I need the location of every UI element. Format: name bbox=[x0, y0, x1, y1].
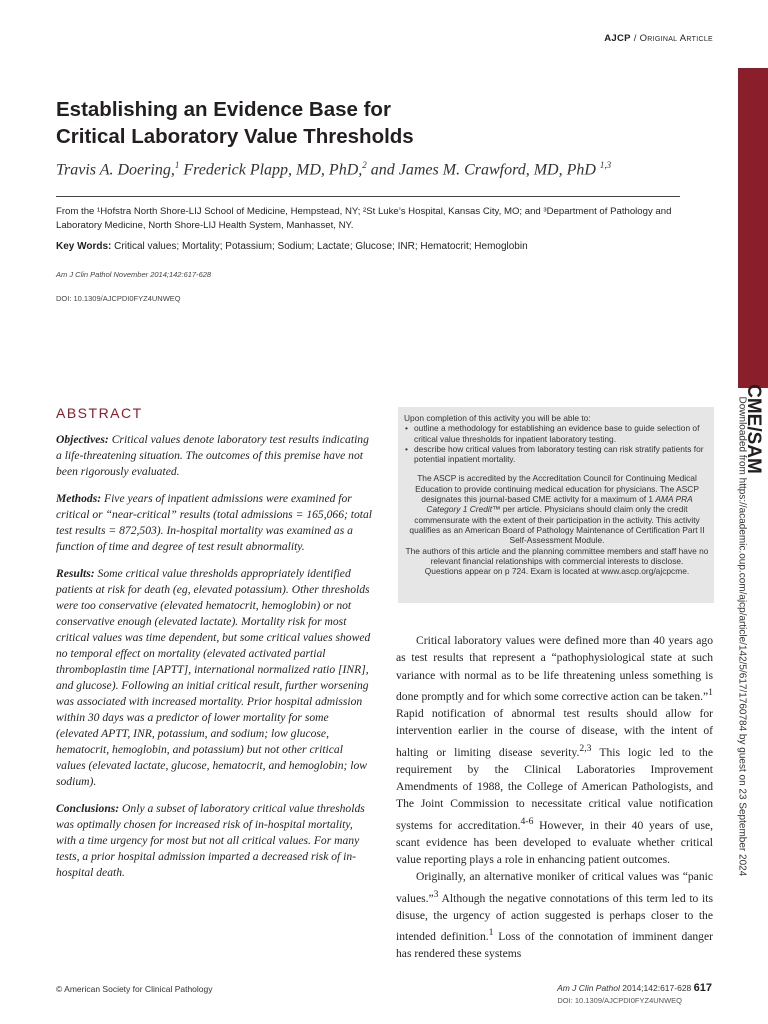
abstract-body bbox=[56, 432, 372, 892]
cme-disclosure: The authors of this article and the planning committee members and staff have no relevant financial relationships with commercial interests to disclose. bbox=[405, 545, 709, 566]
section-label: Original Article bbox=[639, 33, 713, 44]
cme-sam-label: CME/SAM bbox=[743, 384, 764, 474]
author-1-affil: 1 bbox=[174, 160, 180, 170]
cme-objective-item: • outline a methodology for establishing an evidence base to guide selection of critical value thresholds for inpatient laboratory testing. bbox=[414, 423, 710, 444]
keywords bbox=[56, 241, 686, 252]
keywords-label: Key Words: bbox=[56, 241, 112, 252]
journal-abbrev: AJCP bbox=[604, 33, 631, 44]
author-1: Travis A. Doering, bbox=[56, 161, 175, 179]
cme-intro: Upon completion of this activity you will be able to: bbox=[404, 413, 591, 423]
page-footer bbox=[557, 982, 712, 994]
keywords-text: Critical values; Mortality; Potassium; Sodium; Lactate; Glucose; INR; Hematocrit; Hemoglobin bbox=[111, 241, 528, 252]
doi: DOI: 10.1309/AJCPDI0FYZ4UNWEQ bbox=[56, 294, 181, 303]
page-number: 617 bbox=[693, 982, 712, 994]
author-3-affil: 1,3 bbox=[599, 160, 612, 170]
affiliations: From the ¹Hofstra North Shore-LIJ School of Medicine, Hempstead, NY; ²St Luke’s Hospital, Kansas City, MO; and ³Department of Pathology and Laboratory Medicine, North Shore-LIJ Health System, Manhasset, NY. bbox=[56, 206, 672, 231]
title-line-2: Critical Laboratory Value Thresholds bbox=[56, 125, 414, 148]
abstract-heading: ABSTRACT bbox=[56, 405, 143, 421]
cme-objectives-box bbox=[398, 407, 714, 603]
running-header bbox=[604, 33, 713, 44]
footer-journal: Am J Clin Pathol bbox=[557, 983, 620, 993]
citation: Am J Clin Pathol November 2014;142:617-628 bbox=[56, 270, 212, 279]
author-2: Frederick Plapp, MD, PhD, bbox=[179, 161, 363, 179]
body-paragraph-1: Critical laboratory values were defined more than 40 years ago as test results that represent a “pathophysiological state at such variance with normal as to be life threatening unless something is done promptly and for which some corrective action can be taken.”$^1$ Rapid notification of abnormal test results should allow for intervention earlier in the course of disease, with the intent of halting or limiting disease severity.$^{2,3}$ This logic led to the requirement by the Clinical Laboratories Improvement Amendments of 1988, the College of American Pathologists, and The Joint Commission to necessitate critical value notification systems for accreditation.$^{4-6}$ However, in their 40 years of use, scant evidence has been developed to evaluate whether critical value reporting plays a role in enhancing patient outcomes. bbox=[396, 634, 714, 867]
title-line-1: Establishing an Evidence Base for bbox=[56, 98, 391, 121]
cme-objective-list bbox=[404, 423, 710, 464]
abstract-conclusions: Conclusions: Only a subset of laboratory critical value thresholds was optimally chosen for increased risk of in-hospital mortality, with a time urgency for most but not all critical values. For many tests, a prior hospital admission imparted a decreased risk of in-hospital death. bbox=[56, 802, 365, 879]
abstract-methods: Methods: Five years of inpatient admissions were examined for critical or “near-critical” results (total admissions = 165,066; total test results = 872,503). In-hospital mortality was examined as a function of time and degree of test result abnormality. bbox=[56, 492, 373, 553]
download-watermark: Downloaded from https://academic.oup.com/ajcp/article/142/5/617/1760784 by guest on 23 September 2024 bbox=[736, 396, 748, 877]
author-2-affil: 2 bbox=[362, 160, 367, 170]
author-list bbox=[56, 160, 716, 179]
article-title bbox=[56, 96, 716, 150]
cme-accreditation: The ASCP is accredited by the Accreditation Council for Continuing Medical Education to provide continuing medical education for physicians. The ASCP designates this journal-based CME activity for a maximum of 1 AMA PRA Category 1 Credit™ per article. Physicians should claim only the credit commensurate with the extent of their participation in the activity. This activity qualifies as an American Board of Pathology Maintenance of Certification Part II Self-Assessment Module. bbox=[409, 473, 705, 546]
footer-doi: DOI: 10.1309/AJCPDI0FYZ4UNWEQ bbox=[557, 996, 682, 1005]
body-paragraph-2: Originally, an alternative moniker of critical values was “panic values.”$^3$ Although the negative connotations of this term led to its disuse, the urgency of action suggested is perhaps closer to the intended definition.$^1$ Loss of the connotation of imminent danger has rendered these systems bbox=[396, 870, 713, 961]
header-separator: / bbox=[630, 33, 640, 44]
cme-side-tab bbox=[738, 68, 768, 388]
abstract-results: Results: Some critical value thresholds appropriately identified patients at risk for death (eg, elevated potassium). Other thresholds were too conservative (elevated hematocrit, hemoglobin) or not conservative enough (elevated lactate). Mortality risk for most critical values was time dependent, but some critical values showed no temporal effect on mortality (elevated activated partial thromboplastin time [APTT], international normalized ratio [INR], and glucose). Following an initial critical result, further worsening was associated with increased mortality. Prior hospital admission within 30 days was a predictor of lower mortality for some (elevated APTT, INR, potassium, and sodium; low glucose, hematocrit, hemoglobin, and potassium) but not other critical values (elevated lactate, glucose, hematocrit, and hemoglobin; low sodium). bbox=[56, 567, 371, 788]
abstract-objectives: Objectives: Critical values denote laboratory test results indicating a life-threatening situation. The outcomes of this premise have not been rigorously evaluated. bbox=[56, 433, 369, 478]
body-text bbox=[396, 632, 713, 963]
author-3: and James M. Crawford, MD, PhD bbox=[366, 161, 600, 179]
title-divider bbox=[56, 196, 680, 197]
cme-questions: Questions appear on p 724. Exam is located at www.ascp.org/ajcpcme. bbox=[424, 566, 690, 577]
footer-volume: 2014;142:617-628 bbox=[619, 983, 694, 993]
copyright-footer: © American Society for Clinical Pathology bbox=[56, 984, 213, 994]
cme-objective-item: • describe how critical values from laboratory testing can risk stratify patients for potential inpatient mortality. bbox=[414, 444, 710, 465]
